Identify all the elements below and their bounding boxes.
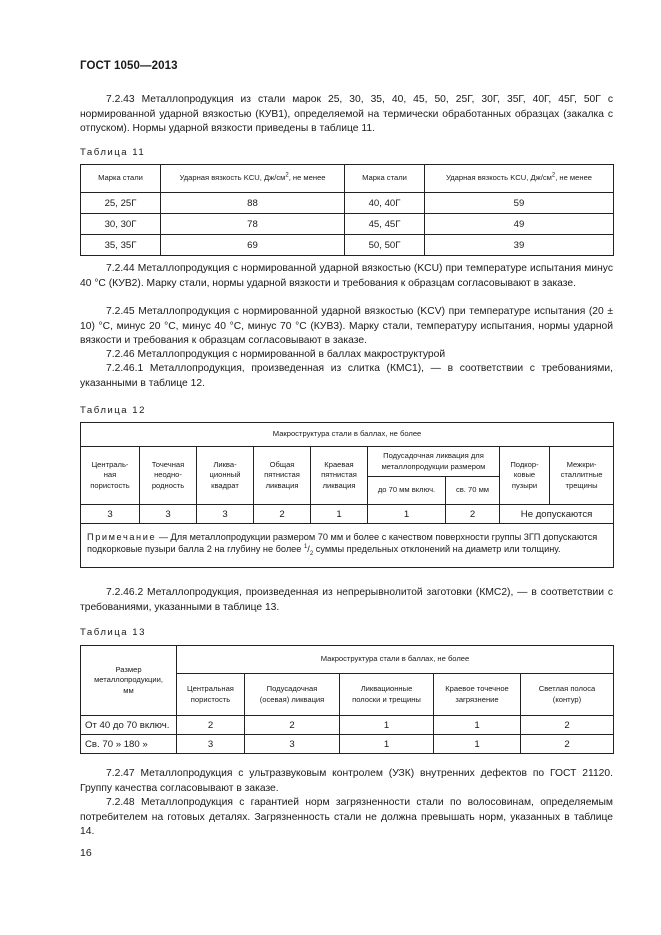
t12-header-subcrust: Подкор- ковые пузыри	[500, 447, 550, 505]
paragraph-7-2-48: 7.2.48 Металлопродукция с гарантией норм загрязненности стали по волосовинам, определяемым потребителем на готовых деталях. Загрязненность стали не должна превышать норм, указанных в таблице 14.	[80, 797, 613, 837]
table-11-caption: Таблица 11	[80, 147, 146, 158]
t12-header-subshrink: Подусадочная ликвация для металлопродукции размером	[368, 447, 500, 477]
paragraph-7-2-47: 7.2.47 Металлопродукция с ультразвуковым контролем (УЗК) внутренних дефектов по ГОСТ 21120. Группу качества согласовывают в заказе.	[80, 768, 613, 794]
t13-header-edge: Краевое точечное загрязнение	[434, 674, 521, 716]
t13-title: Макроструктура стали в баллах, не более	[177, 646, 614, 674]
paragraph-7-2-46-2: 7.2.46.2 Металлопродукция, произведенная из непрерывнолитой заготовки (КМС2), — в соответствии с требованиями, указанными в таблице 13.	[80, 587, 613, 613]
table-cell: 3	[197, 505, 254, 524]
table-cell: 88	[161, 193, 345, 214]
page-number: 16	[80, 847, 92, 859]
table-cell: 2	[521, 716, 614, 735]
t12-note: Примечание — Для металлопродукции размером 70 мм и более с качеством поверхности группы 3ГП допускаются подкорковые пузыри балла 2 на глубину не более $^1/_2$ суммы предельных отклонений на диаметр или толщину.	[81, 524, 614, 568]
t12-header-upto70: до 70 мм включ.	[368, 477, 446, 505]
table-cell: 50, 50Г	[345, 235, 425, 256]
t12-header-over70: св. 70 мм	[446, 477, 500, 505]
table-cell: 1	[340, 735, 434, 754]
paragraph-7-2-46-1: 7.2.46.1 Металлопродукция, произведенная из слитка (КМС1), — в соответствии с требованиями, указанными в таблице 12.	[80, 363, 613, 389]
document-header: ГОСТ 1050—2013	[80, 60, 178, 72]
table-cell: 25, 25Г	[81, 193, 161, 214]
table-cell: 1	[368, 505, 446, 524]
table-cell: 40, 40Г	[345, 193, 425, 214]
table-cell: 2	[177, 716, 245, 735]
t13-header-central: Центральная пористость	[177, 674, 245, 716]
t13-header-light: Светлая полоса (контур)	[521, 674, 614, 716]
table-cell: 45, 45Г	[345, 214, 425, 235]
table-cell: 39	[425, 235, 614, 256]
t11-header-grade-2: Марка стали	[345, 165, 425, 193]
t12-header-central: Централь- ная пористость	[81, 447, 140, 505]
table-12	[80, 422, 614, 568]
table-cell: От 40 до 70 включ.	[81, 716, 177, 735]
paragraph-7-2-46: 7.2.46 Металлопродукция с нормированной в баллах макроструктурой	[106, 349, 446, 360]
table-cell: 49	[425, 214, 614, 235]
table-11	[80, 164, 614, 256]
table-cell: Св. 70 » 180 »	[81, 735, 177, 754]
t13-header-segregation: Ликвационные полоски и трещины	[340, 674, 434, 716]
table-cell: 1	[311, 505, 368, 524]
table-cell: 30, 30Г	[81, 214, 161, 235]
t11-header-grade: Марка стали	[81, 165, 161, 193]
t12-header-intercryst: Межкри- сталлитные трещины	[550, 447, 614, 505]
t11-header-impact-2: Ударная вязкость KCU, $Дж/см^2$, не менее	[425, 165, 614, 193]
table-cell: Не допускаются	[500, 505, 614, 524]
t13-header-subshrink: Подусадочная (осевая) ликвация	[245, 674, 340, 716]
paragraph-7-2-44: 7.2.44 Металлопродукция с нормированной ударной вязкостью (KCU) при температуре испытания минус 40 °С (КУВ2). Марку стали, нормы ударной вязкости и требования к образцам согласовывают в заказе.	[80, 263, 613, 289]
table-cell: 3	[177, 735, 245, 754]
table-cell: 78	[161, 214, 345, 235]
table-cell: 1	[434, 735, 521, 754]
table-cell: 2	[521, 735, 614, 754]
table-cell: 59	[425, 193, 614, 214]
t12-header-general: Общая пятнистая ликвация	[254, 447, 311, 505]
table-cell: 2	[254, 505, 311, 524]
paragraph-7-2-45: 7.2.45 Металлопродукция с нормированной ударной вязкостью (KCV) при температуре испытания (20 ± 10) °С, минус 20 °С, минус 40 °С, минус 70 °С (КУВ3). Марку стали, температуру испытания, нормы ударной вязкости и требования к образцам согласовывают в заказе.	[80, 306, 613, 346]
t12-header-quad: Ликва- ционный квадрат	[197, 447, 254, 505]
table-13	[80, 645, 614, 754]
table-cell: 2	[446, 505, 500, 524]
table-cell: 1	[434, 716, 521, 735]
table-cell: 3	[140, 505, 197, 524]
t12-header-point: Точечная неодно- родность	[140, 447, 197, 505]
table-cell: 69	[161, 235, 345, 256]
table-13-caption: Таблица 13	[80, 627, 146, 638]
t12-title: Макроструктура стали в баллах, не более	[81, 423, 614, 447]
t11-header-impact: Ударная вязкость KCU, $Дж/см^2$, не менее	[161, 165, 345, 193]
paragraph-7-2-43: 7.2.43 Металлопродукция из стали марок 25, 30, 35, 40, 45, 50, 25Г, 30Г, 35Г, 40Г, 45Г, 50Г с нормированной ударной вязкостью (КУВ1), определяемой на термически обработанных образцах (закалка с отпуском). Нормы ударной вязкости приведены в таблице 11.	[80, 94, 613, 134]
t13-header-size: Размер металлопродукции, мм	[81, 646, 177, 716]
table-cell: 1	[340, 716, 434, 735]
table-cell: 35, 35Г	[81, 235, 161, 256]
t12-header-edge: Краевая пятнистая ликвация	[311, 447, 368, 505]
table-cell: 3	[245, 735, 340, 754]
table-cell: 2	[245, 716, 340, 735]
table-cell: 3	[81, 505, 140, 524]
table-12-caption: Таблица 12	[80, 405, 146, 416]
